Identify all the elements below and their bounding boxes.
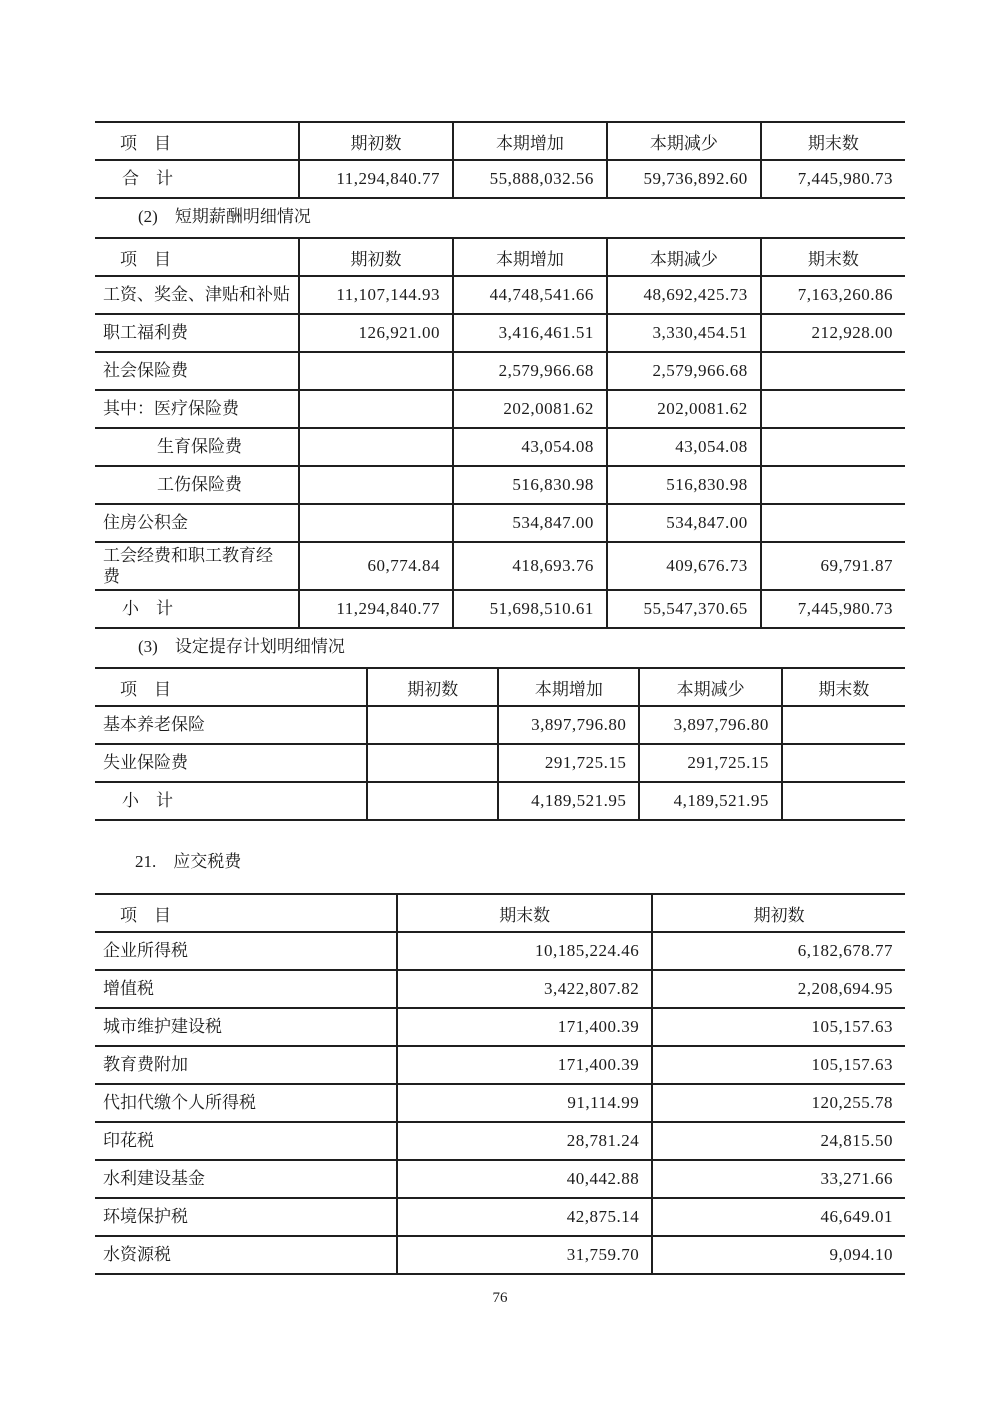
row-label: 教育费附加 (95, 1046, 397, 1084)
column-header: 期末数 (397, 894, 652, 932)
cell-value (299, 390, 453, 428)
column-header: 本期减少 (607, 122, 761, 160)
column-header: 期初数 (299, 238, 453, 276)
table-row (95, 1008, 905, 1046)
column-header: 期末数 (761, 122, 905, 160)
cell-value: 55,547,370.65 (607, 590, 761, 628)
cell-value: 516,830.98 (453, 466, 607, 504)
cell-value: 40,442.88 (397, 1160, 652, 1198)
cell-value (782, 782, 905, 820)
cell-value: 59,736,892.60 (607, 160, 761, 198)
cell-value: 2,579,966.68 (453, 352, 607, 390)
column-header: 本期增加 (498, 668, 639, 706)
page-number: 76 (492, 1290, 508, 1306)
column-header: 期初数 (652, 894, 905, 932)
column-header: 期初数 (299, 122, 453, 160)
row-label: 工伤保险费 (95, 466, 299, 504)
cell-value (299, 428, 453, 466)
cell-value: 43,054.08 (607, 428, 761, 466)
cell-value: 60,774.84 (299, 542, 453, 590)
cell-value: 4,189,521.95 (639, 782, 782, 820)
table-row (95, 782, 905, 820)
cell-value: 418,693.76 (453, 542, 607, 590)
row-label: 水利建设基金 (95, 1160, 397, 1198)
cell-value: 409,676.73 (607, 542, 761, 590)
cell-value: 7,445,980.73 (761, 160, 905, 198)
cell-value (761, 504, 905, 542)
cell-value: 10,185,224.46 (397, 932, 652, 970)
row-label: 环境保护税 (95, 1198, 397, 1236)
cell-value: 202,0081.62 (607, 390, 761, 428)
table-row (95, 1046, 905, 1084)
table-row (95, 932, 905, 970)
row-label: 其中：医疗保险费 (95, 390, 299, 428)
cell-value: 3,422,807.82 (397, 970, 652, 1008)
table-header-row (95, 668, 905, 706)
row-label: 城市维护建设税 (95, 1008, 397, 1046)
column-header: 本期增加 (453, 238, 607, 276)
cell-value (761, 466, 905, 504)
cell-value: 2,579,966.68 (607, 352, 761, 390)
cell-value: 55,888,032.56 (453, 160, 607, 198)
column-header: 期初数 (367, 668, 498, 706)
cell-value: 33,271.66 (652, 1160, 905, 1198)
row-label: 增值税 (95, 970, 397, 1008)
table-header-row (95, 238, 905, 276)
row-label: 工资、奖金、津贴和补贴 (95, 276, 299, 314)
cell-value (782, 706, 905, 744)
cell-value: 43,054.08 (453, 428, 607, 466)
cell-value (367, 744, 498, 782)
table-header-row (95, 122, 905, 160)
cell-value: 28,781.24 (397, 1122, 652, 1160)
table-row (95, 428, 905, 466)
cell-value (299, 504, 453, 542)
table-row (95, 314, 905, 352)
cell-value: 534,847.00 (607, 504, 761, 542)
cell-value: 31,759.70 (397, 1236, 652, 1274)
row-label: 失业保险费 (95, 744, 367, 782)
cell-value: 6,182,678.77 (652, 932, 905, 970)
cell-value: 171,400.39 (397, 1008, 652, 1046)
table-row (95, 706, 905, 744)
column-header: 本期增加 (453, 122, 607, 160)
row-label: 小 计 (95, 782, 367, 820)
table-row (95, 160, 905, 198)
table-row (95, 390, 905, 428)
section-caption-short-term: (2) 短期薪酬明细情况 (138, 207, 311, 226)
table-row (95, 1122, 905, 1160)
table-row (95, 276, 905, 314)
taxes-payable-table (95, 893, 905, 1275)
table-row (95, 744, 905, 782)
cell-value: 91,114.99 (397, 1084, 652, 1122)
row-label: 生育保险费 (95, 428, 299, 466)
table-row (95, 504, 905, 542)
row-label: 代扣代缴个人所得税 (95, 1084, 397, 1122)
row-label: 基本养老保险 (95, 706, 367, 744)
column-header-item: 项 目 (95, 122, 299, 160)
table-row (95, 466, 905, 504)
column-header-item: 项 目 (95, 238, 299, 276)
section-heading-taxes-payable: 21. 应交税费 (135, 852, 242, 871)
table-row (95, 1160, 905, 1198)
row-label: 水资源税 (95, 1236, 397, 1274)
table-row (95, 352, 905, 390)
section-caption-defined-contribution: (3) 设定提存计划明细情况 (138, 637, 345, 656)
cell-value: 42,875.14 (397, 1198, 652, 1236)
table-row (95, 1198, 905, 1236)
cell-value (782, 744, 905, 782)
table-row (95, 590, 905, 628)
cell-value: 212,928.00 (761, 314, 905, 352)
row-label: 住房公积金 (95, 504, 299, 542)
cell-value (761, 352, 905, 390)
column-header-item: 项 目 (95, 894, 397, 932)
row-label: 印花税 (95, 1122, 397, 1160)
cell-value (367, 782, 498, 820)
cell-value: 3,897,796.80 (639, 706, 782, 744)
row-label: 工会经费和职工教育经费 (95, 542, 299, 590)
cell-value: 48,692,425.73 (607, 276, 761, 314)
cell-value (761, 428, 905, 466)
cell-value (761, 390, 905, 428)
cell-value (367, 706, 498, 744)
page-content (95, 121, 905, 1275)
cell-value: 46,649.01 (652, 1198, 905, 1236)
cell-value: 9,094.10 (652, 1236, 905, 1274)
cell-value: 3,897,796.80 (498, 706, 639, 744)
cell-value: 11,107,144.93 (299, 276, 453, 314)
cell-value (299, 466, 453, 504)
row-label: 合 计 (95, 160, 299, 198)
column-header-item: 项 目 (95, 668, 367, 706)
table-row (95, 542, 905, 590)
cell-value: 11,294,840.77 (299, 160, 453, 198)
cell-value: 534,847.00 (453, 504, 607, 542)
cell-value: 3,330,454.51 (607, 314, 761, 352)
short-term-compensation-table (95, 237, 905, 629)
cell-value: 24,815.50 (652, 1122, 905, 1160)
cell-value: 120,255.78 (652, 1084, 905, 1122)
column-header: 期末数 (761, 238, 905, 276)
row-label: 小 计 (95, 590, 299, 628)
table-header-row (95, 894, 905, 932)
cell-value: 105,157.63 (652, 1046, 905, 1084)
table-row (95, 1084, 905, 1122)
row-label: 社会保险费 (95, 352, 299, 390)
cell-value: 126,921.00 (299, 314, 453, 352)
cell-value (299, 352, 453, 390)
table-row (95, 970, 905, 1008)
cell-value: 44,748,541.66 (453, 276, 607, 314)
cell-value: 51,698,510.61 (453, 590, 607, 628)
cell-value: 202,0081.62 (453, 390, 607, 428)
table-row (95, 1236, 905, 1274)
cell-value: 7,445,980.73 (761, 590, 905, 628)
cell-value: 7,163,260.86 (761, 276, 905, 314)
column-header: 本期减少 (607, 238, 761, 276)
column-header: 期末数 (782, 668, 905, 706)
cell-value: 516,830.98 (607, 466, 761, 504)
cell-value: 11,294,840.77 (299, 590, 453, 628)
cell-value: 69,791.87 (761, 542, 905, 590)
defined-contribution-table (95, 667, 905, 821)
cell-value: 4,189,521.95 (498, 782, 639, 820)
cell-value: 291,725.15 (639, 744, 782, 782)
row-label: 企业所得税 (95, 932, 397, 970)
cell-value: 2,208,694.95 (652, 970, 905, 1008)
cell-value: 291,725.15 (498, 744, 639, 782)
column-header: 本期减少 (639, 668, 782, 706)
row-label: 职工福利费 (95, 314, 299, 352)
cell-value: 171,400.39 (397, 1046, 652, 1084)
cell-value: 105,157.63 (652, 1008, 905, 1046)
summary-total-table (95, 121, 905, 199)
cell-value: 3,416,461.51 (453, 314, 607, 352)
